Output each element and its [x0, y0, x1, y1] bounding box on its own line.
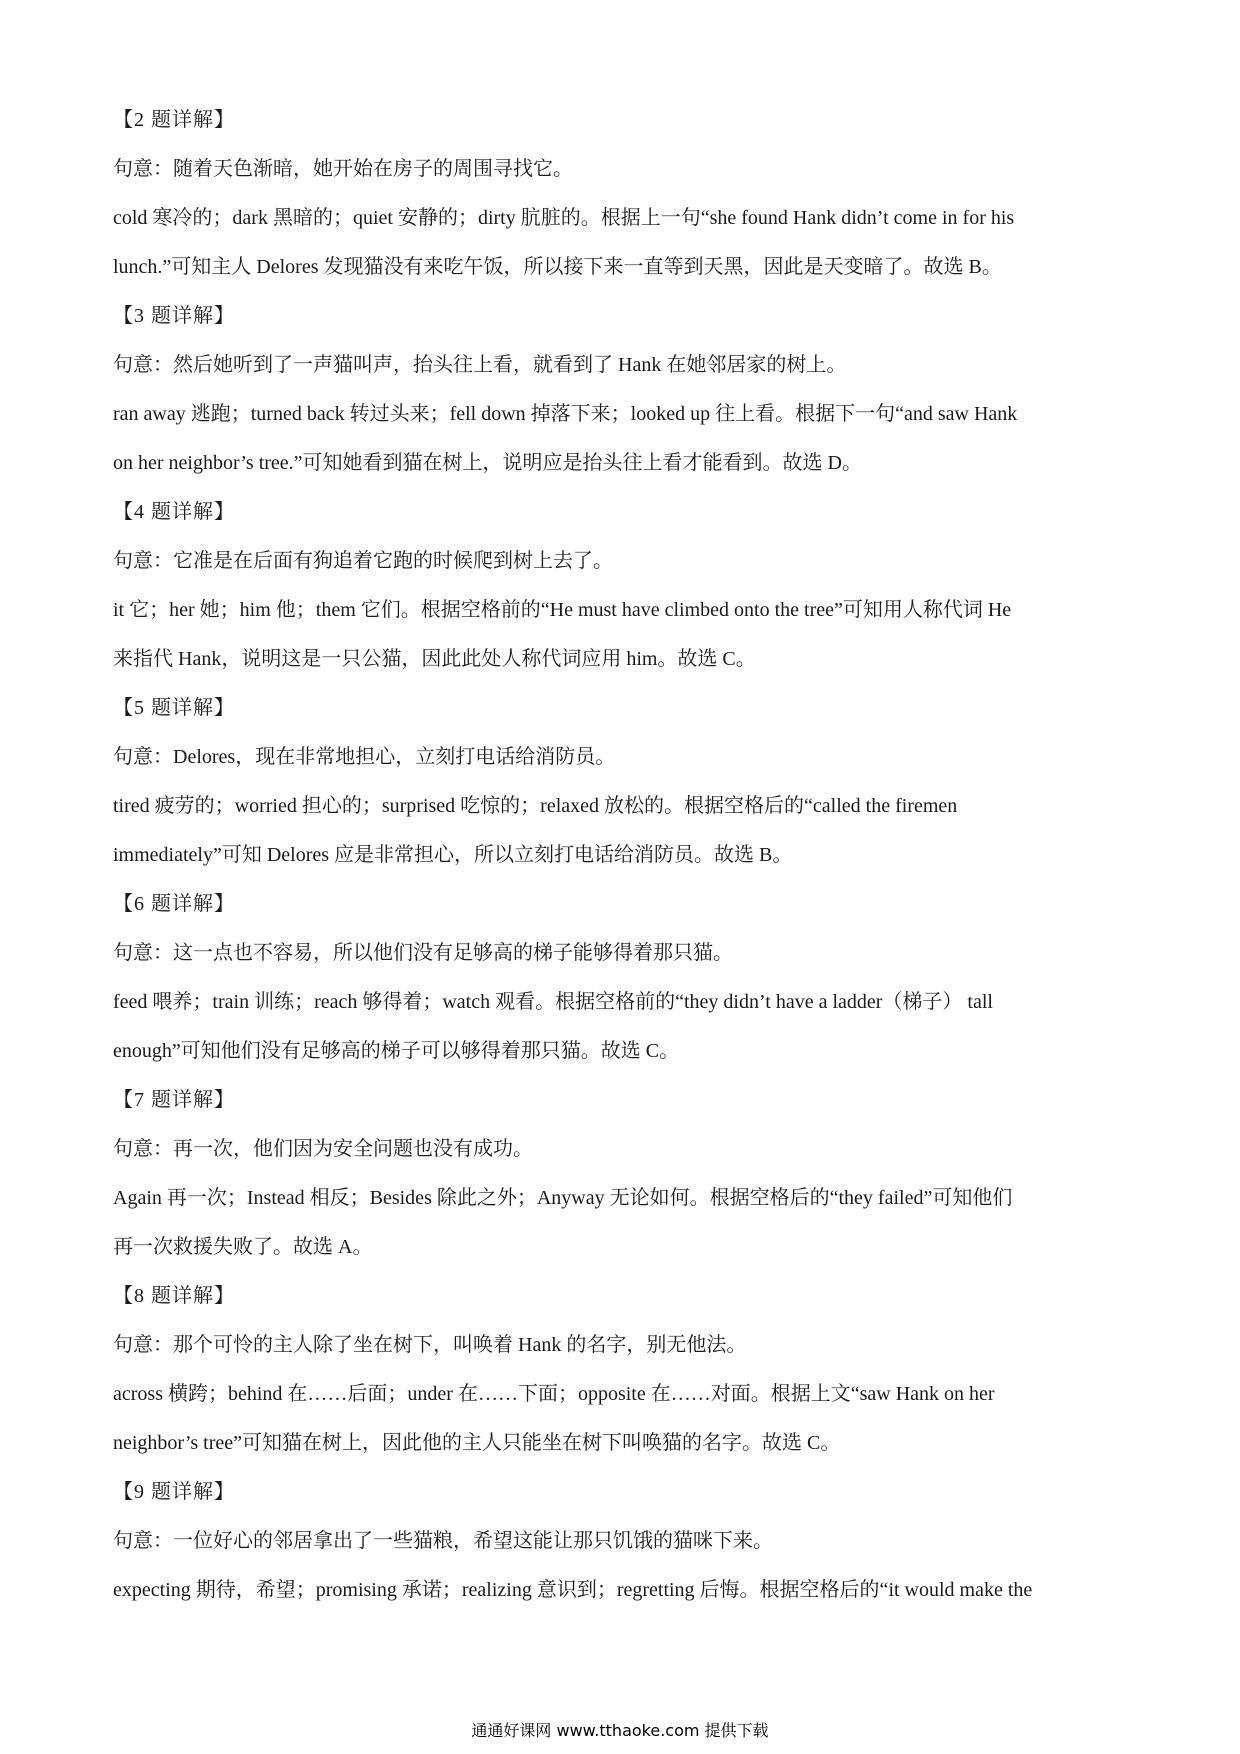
section-7 — [113, 1076, 1133, 1272]
sentence-meaning: 句意：它准是在后面有狗追着它跑的时候爬到树上去了。 — [113, 550, 613, 572]
sentence-meaning: 句意：Delores，现在非常地担心，立刻打电话给消防员。 — [113, 746, 616, 768]
explanation-line: tired 疲劳的；worried 担心的；surprised 吃惊的；relaxed 放松的。根据空格后的“called the firemen — [113, 795, 958, 817]
section-9 — [113, 1468, 1133, 1615]
section-heading: 【8 题详解】 — [113, 1285, 235, 1307]
explanation-line: across 横跨；behind 在……后面；under 在……下面；opposite 在……对面。根据上文“saw Hank on her — [113, 1383, 995, 1405]
section-heading: 【9 题详解】 — [113, 1481, 235, 1503]
sentence-meaning: 句意：那个可怜的主人除了坐在树下，叫唤着 Hank 的名字，别无他法。 — [113, 1334, 747, 1356]
document-body — [113, 96, 1133, 1615]
explanation-line: expecting 期待，希望；promising 承诺；realizing 意识到；regretting 后悔。根据空格后的“it would make the — [113, 1579, 1033, 1601]
section-heading: 【3 题详解】 — [113, 305, 235, 327]
section-heading: 【4 题详解】 — [113, 501, 235, 523]
section-3 — [113, 292, 1133, 488]
explanation-line: enough”可知他们没有足够高的梯子可以够得着那只猫。故选 C。 — [113, 1040, 680, 1062]
section-heading: 【7 题详解】 — [113, 1089, 235, 1111]
section-heading: 【5 题详解】 — [113, 697, 235, 719]
section-heading: 【2 题详解】 — [113, 109, 235, 131]
section-6 — [113, 880, 1133, 1076]
section-2 — [113, 96, 1133, 292]
sentence-meaning: 句意：随着天色渐暗，她开始在房子的周围寻找它。 — [113, 158, 573, 180]
explanation-line: 来指代 Hank，说明这是一只公猫，因此此处人称代词应用 him。故选 C。 — [113, 648, 756, 670]
section-4 — [113, 488, 1133, 684]
explanation-line: Again 再一次；Instead 相反；Besides 除此之外；Anyway 无论如何。根据空格后的“they failed”可知他们 — [113, 1187, 1013, 1209]
explanation-line: immediately”可知 Delores 应是非常担心，所以立刻打电话给消防员。故选 B。 — [113, 844, 793, 866]
explanation-line: neighbor’s tree”可知猫在树上，因此他的主人只能坐在树下叫唤猫的名字。故选 C。 — [113, 1432, 841, 1454]
explanation-line: 再一次救援失败了。故选 A。 — [113, 1236, 373, 1258]
sentence-meaning: 句意：这一点也不容易，所以他们没有足够高的梯子能够得着那只猫。 — [113, 942, 733, 964]
sentence-meaning: 句意：再一次，他们因为安全问题也没有成功。 — [113, 1138, 533, 1160]
section-8 — [113, 1272, 1133, 1468]
explanation-line: lunch.”可知主人 Delores 发现猫没有来吃午饭，所以接下来一直等到天黑，因此是天变暗了。故选 B。 — [113, 256, 1002, 278]
explanation-line: feed 喂养；train 训练；reach 够得着；watch 观看。根据空格前的“they didn’t have a ladder（梯子） tall — [113, 991, 993, 1013]
explanation-line: cold 寒冷的；dark 黑暗的；quiet 安静的；dirty 肮脏的。根据上一句“she found Hank didn’t come in for his — [113, 207, 1015, 229]
explanation-line: it 它；her 她；him 他；them 它们。根据空格前的“He must have climbed onto the tree”可知用人称代词 He — [113, 599, 1012, 621]
explanation-line: ran away 逃跑；turned back 转过头来；fell down 掉落下来；looked up 往上看。根据下一句“and saw Hank — [113, 403, 1018, 425]
explanation-line: on her neighbor’s tree.”可知她看到猫在树上，说明应是抬头往上看才能看到。故选 D。 — [113, 452, 863, 474]
sentence-meaning: 句意：一位好心的邻居拿出了一些猫粮，希望这能让那只饥饿的猫咪下来。 — [113, 1530, 773, 1552]
section-5 — [113, 684, 1133, 880]
page-footer: 通通好课网 www.tthaoke.com 提供下载 — [471, 1721, 769, 1740]
sentence-meaning: 句意：然后她听到了一声猫叫声，抬头往上看，就看到了 Hank 在她邻居家的树上。 — [113, 354, 847, 376]
section-heading: 【6 题详解】 — [113, 893, 235, 915]
